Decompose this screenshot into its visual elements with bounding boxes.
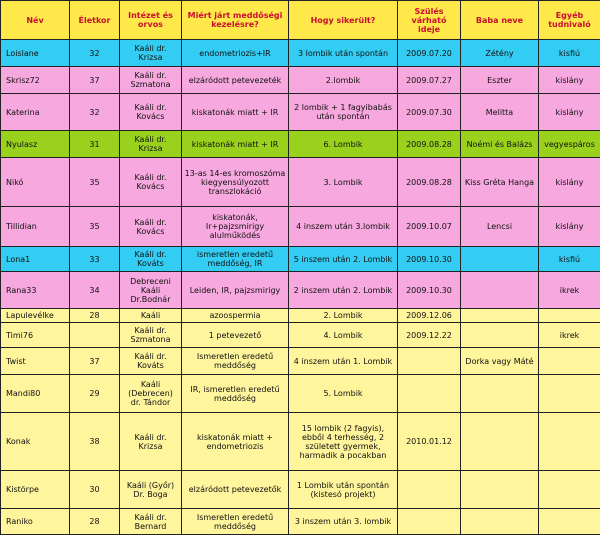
name-cell: Raniko xyxy=(1,509,70,535)
due-date-cell: 2009.10.30 xyxy=(398,247,461,272)
header-szules: Szülés várható ideje xyxy=(398,1,461,40)
table-row xyxy=(1,471,600,509)
clinic-cell: Kaáli dr. Kovács xyxy=(120,94,182,131)
clinic-cell: Kaáli dr. Krizsa xyxy=(120,40,182,67)
due-date-cell: 2009.10.30 xyxy=(398,272,461,309)
table-row xyxy=(1,207,600,247)
name-cell: Tillidian xyxy=(1,207,70,247)
reason-cell: elzáródott petevezetők xyxy=(182,471,289,509)
other-cell: kislány xyxy=(539,158,600,207)
header-eletkor: Életkor xyxy=(70,1,120,40)
clinic-cell: Kaáli dr. Kovács xyxy=(120,158,182,207)
age-cell: 32 xyxy=(70,94,120,131)
due-date-cell: 2009.08.28 xyxy=(398,131,461,158)
other-cell: ikrek xyxy=(539,323,600,348)
result-cell: 4. Lombik xyxy=(289,323,398,348)
age-cell: 31 xyxy=(70,131,120,158)
due-date-cell xyxy=(398,348,461,375)
baby-name-cell: Eszter xyxy=(461,67,539,94)
clinic-cell: Kaáli (Debrecen) dr. Tándor xyxy=(120,375,182,413)
due-date-cell: 2009.10.07 xyxy=(398,207,461,247)
clinic-cell: Kaáli dr. Krizsa xyxy=(120,413,182,471)
clinic-cell: Kaáli dr. Kováts xyxy=(120,348,182,375)
due-date-cell xyxy=(398,375,461,413)
reason-cell: kiskatonák, Ir+pajzsmirigy alulműködés xyxy=(182,207,289,247)
name-cell: Twist xyxy=(1,348,70,375)
result-cell: 5 inszem után 2. Lombik xyxy=(289,247,398,272)
result-cell: 5. Lombik xyxy=(289,375,398,413)
clinic-cell: Kaáli dr. Szmatona xyxy=(120,323,182,348)
baby-name-cell xyxy=(461,413,539,471)
clinic-cell: Kaáli dr. Kovács xyxy=(120,207,182,247)
baby-name-cell: Kiss Gréta Hanga xyxy=(461,158,539,207)
header-intezet: Intézet és orvos xyxy=(120,1,182,40)
age-cell: 37 xyxy=(70,67,120,94)
baby-name-cell xyxy=(461,471,539,509)
table-row xyxy=(1,323,600,348)
other-cell xyxy=(539,471,600,509)
due-date-cell: 2009.12.22 xyxy=(398,323,461,348)
reason-cell: kiskatonák miatt + endometriozis xyxy=(182,413,289,471)
reason-cell: endometriozis+IR xyxy=(182,40,289,67)
table-row xyxy=(1,94,600,131)
name-cell: Mandi80 xyxy=(1,375,70,413)
baby-name-cell xyxy=(461,509,539,535)
due-date-cell: 2009.07.30 xyxy=(398,94,461,131)
table-header xyxy=(1,1,600,40)
table-row xyxy=(1,509,600,535)
baby-name-cell xyxy=(461,247,539,272)
reason-cell: Ismeretlen eredetű meddőség xyxy=(182,509,289,535)
name-cell: Lapulevélke xyxy=(1,309,70,323)
header-baba: Baba neve xyxy=(461,1,539,40)
header-row xyxy=(1,1,600,40)
clinic-cell: Kaáli dr. Krizsa xyxy=(120,131,182,158)
table-row xyxy=(1,158,600,207)
age-cell: 28 xyxy=(70,509,120,535)
table-row xyxy=(1,348,600,375)
other-cell xyxy=(539,348,600,375)
name-cell: Skrisz72 xyxy=(1,67,70,94)
other-cell: ikrek xyxy=(539,272,600,309)
table-row xyxy=(1,131,600,158)
clinic-cell: Kaáli (Győr) Dr. Boga xyxy=(120,471,182,509)
table-row xyxy=(1,247,600,272)
header-kezeles: Miért járt meddőségi kezelésre? xyxy=(182,1,289,40)
due-date-cell: 2009.12.06 xyxy=(398,309,461,323)
table-row xyxy=(1,413,600,471)
result-cell: 4 inszem után 1. Lombik xyxy=(289,348,398,375)
age-cell: 29 xyxy=(70,375,120,413)
reason-cell: IR, ismeretlen eredetű meddőség xyxy=(182,375,289,413)
age-cell: 34 xyxy=(70,272,120,309)
table-row xyxy=(1,309,600,323)
header-nev: Név xyxy=(1,1,70,40)
other-cell xyxy=(539,309,600,323)
name-cell: Konak xyxy=(1,413,70,471)
result-cell: 4 inszem után 3.lombik xyxy=(289,207,398,247)
age-cell xyxy=(70,323,120,348)
due-date-cell xyxy=(398,509,461,535)
age-cell: 37 xyxy=(70,348,120,375)
clinic-cell: Debreceni Kaáli Dr.Bodnár xyxy=(120,272,182,309)
other-cell: vegyespáros xyxy=(539,131,600,158)
name-cell: Loislane xyxy=(1,40,70,67)
header-egyeb: Egyéb tudnivaló xyxy=(539,1,600,40)
reason-cell: kiskatonák miatt + IR xyxy=(182,131,289,158)
table-row xyxy=(1,272,600,309)
due-date-cell: 2009.07.20 xyxy=(398,40,461,67)
age-cell: 30 xyxy=(70,471,120,509)
due-date-cell: 2009.07.27 xyxy=(398,67,461,94)
other-cell xyxy=(539,375,600,413)
result-cell: 3 lombik után spontán xyxy=(289,40,398,67)
table-row xyxy=(1,375,600,413)
other-cell xyxy=(539,413,600,471)
age-cell: 28 xyxy=(70,309,120,323)
result-cell: 1 Lombik után spontán (kistesó projekt) xyxy=(289,471,398,509)
name-cell: Timi76 xyxy=(1,323,70,348)
reason-cell: elzáródott petevezeték xyxy=(182,67,289,94)
result-cell: 3. Lombik xyxy=(289,158,398,207)
other-cell: kisfiú xyxy=(539,247,600,272)
other-cell: kislány xyxy=(539,94,600,131)
baby-name-cell xyxy=(461,309,539,323)
clinic-cell: Kaáli dr. Kováts xyxy=(120,247,182,272)
reason-cell: 1 petevezető xyxy=(182,323,289,348)
clinic-cell: Kaáli dr. Bernard xyxy=(120,509,182,535)
baby-name-cell xyxy=(461,272,539,309)
name-cell: Kistörpe xyxy=(1,471,70,509)
header-sikerult: Hogy sikerült? xyxy=(289,1,398,40)
result-cell: 2. Lombik xyxy=(289,309,398,323)
reason-cell: azoospermia xyxy=(182,309,289,323)
baby-name-cell: Dorka vagy Máté xyxy=(461,348,539,375)
age-cell: 35 xyxy=(70,158,120,207)
reason-cell: Ismeretlen eredetű meddőség xyxy=(182,348,289,375)
other-cell: kisfiú xyxy=(539,40,600,67)
reason-cell: ismeretlen eredetű meddőség, IR xyxy=(182,247,289,272)
age-cell: 33 xyxy=(70,247,120,272)
result-cell: 6. Lombik xyxy=(289,131,398,158)
clinic-cell: Kaáli dr. Szmatona xyxy=(120,67,182,94)
clinic-cell: Kaáli xyxy=(120,309,182,323)
baby-name-cell: Zétény xyxy=(461,40,539,67)
name-cell: Nyulasz xyxy=(1,131,70,158)
table-body xyxy=(1,40,600,535)
due-date-cell: 2009.08.28 xyxy=(398,158,461,207)
other-cell: kislány xyxy=(539,207,600,247)
reason-cell: Leiden, IR, pajzsmirigy xyxy=(182,272,289,309)
age-cell: 32 xyxy=(70,40,120,67)
reason-cell: kiskatonák miatt + IR xyxy=(182,94,289,131)
result-cell: 2 inszem után 2. Lombik xyxy=(289,272,398,309)
result-cell: 3 inszem után 3. lombik xyxy=(289,509,398,535)
name-cell: Nikó xyxy=(1,158,70,207)
baby-name-cell xyxy=(461,375,539,413)
baby-name-cell: Lencsi xyxy=(461,207,539,247)
result-cell: 2 lombik + 1 fagyibabás után spontán xyxy=(289,94,398,131)
result-cell: 15 lombik (2 fagyis), ebből 4 terhesség, 2 született gyermek, harmadik a pocakban xyxy=(289,413,398,471)
age-cell: 38 xyxy=(70,413,120,471)
baby-name-cell: Noémi és Balázs xyxy=(461,131,539,158)
age-cell: 35 xyxy=(70,207,120,247)
other-cell xyxy=(539,509,600,535)
name-cell: Lona1 xyxy=(1,247,70,272)
result-cell: 2.lombik xyxy=(289,67,398,94)
reason-cell: 13-as 14-es kromoszóma kiegyensúlyozott transzlokáció xyxy=(182,158,289,207)
due-date-cell: 2010.01.12 xyxy=(398,413,461,471)
name-cell: Rana33 xyxy=(1,272,70,309)
other-cell: kislány xyxy=(539,67,600,94)
baby-name-cell: Melitta xyxy=(461,94,539,131)
due-date-cell xyxy=(398,471,461,509)
baby-name-cell xyxy=(461,323,539,348)
name-cell: Katerina xyxy=(1,94,70,131)
table-row xyxy=(1,40,600,67)
table-row xyxy=(1,67,600,94)
